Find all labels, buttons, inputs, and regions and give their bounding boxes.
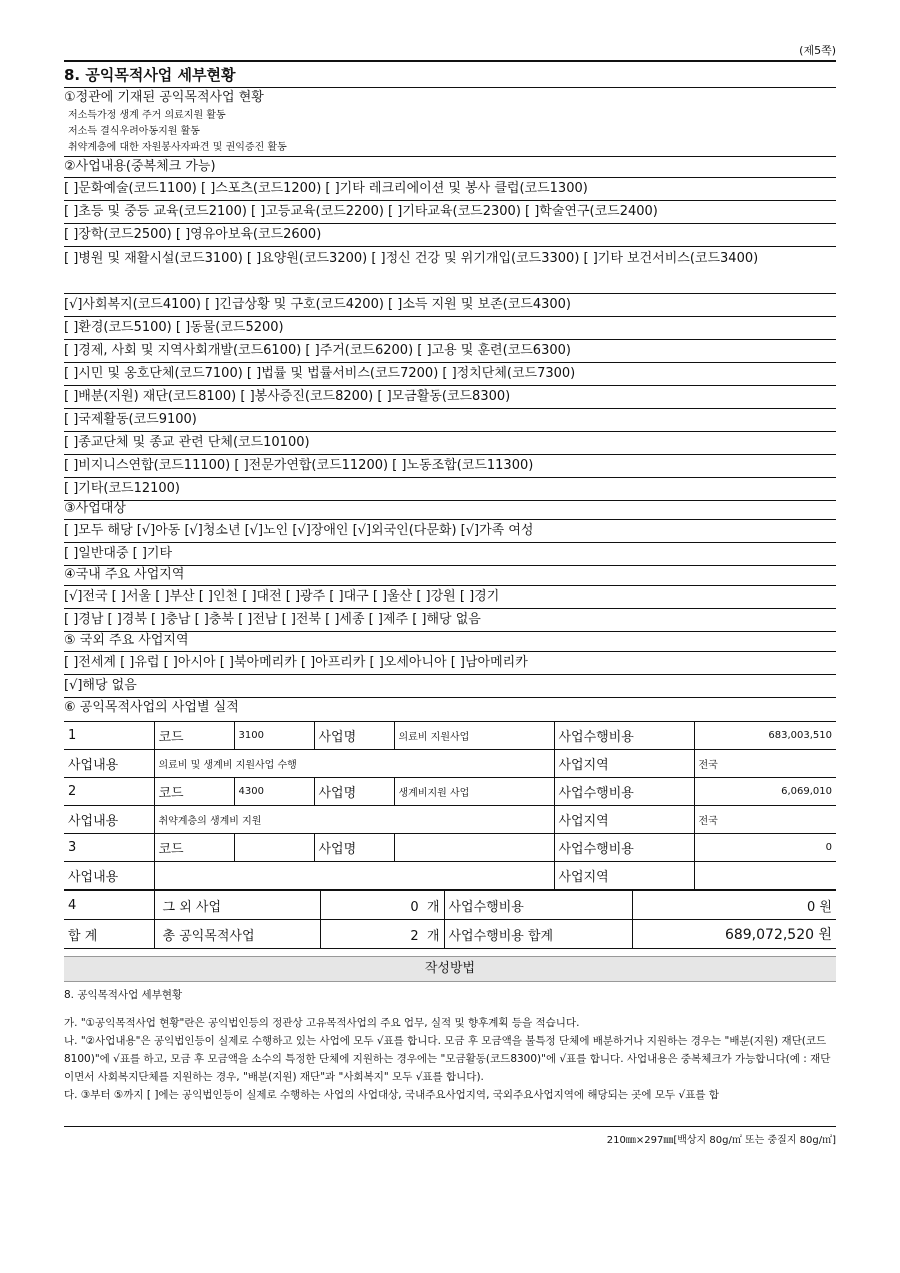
table-row [64, 806, 836, 834]
code-value: 3100 [234, 722, 314, 750]
business-line: [ ]종교단체 및 종교 관련 단체(코드10100) [64, 432, 836, 455]
business-line: [ ]국제활동(코드9100) [64, 409, 836, 432]
region-label: 사업지역 [554, 750, 694, 778]
row-number: 3 [64, 834, 154, 862]
cost-value: 6,069,010 [694, 778, 836, 806]
overseas-region-line: [ ]전세계 [ ]유럽 [ ]아시아 [ ]북아메리카 [ ]아프리카 [ ]오세아니아 [ ]남아메리카 [64, 652, 836, 675]
name-value: 생계비지원 사업 [394, 778, 554, 806]
region-label: 사업지역 [554, 806, 694, 834]
domestic-region-line: [√]전국 [ ]서울 [ ]부산 [ ]인천 [ ]대전 [ ]광주 [ ]대구 [ ]울산 [ ]강원 [ ]경기 [64, 586, 836, 609]
section-6 [64, 697, 836, 949]
row-number: 1 [64, 722, 154, 750]
target-line: [ ]모두 해당 [√]아동 [√]청소년 [√]노인 [√]장애인 [√]외국인(다문화) [√]가족 여성 [64, 520, 836, 543]
business-line: [ ]시민 및 옹호단체(코드7100) [ ]법률 및 법률서비스(코드7200) [ ]정치단체(코드7300) [64, 363, 836, 386]
cost-label: 사업수행비용 [554, 778, 694, 806]
section-title: 8. 공익목적사업 세부현황 [64, 60, 836, 88]
section-4 [64, 565, 836, 632]
cost-value: 683,003,510 [694, 722, 836, 750]
total-cost: 689,072,520 원 [632, 920, 836, 949]
table-row [64, 862, 836, 890]
cost-label: 사업수행비용 [554, 834, 694, 862]
purpose-item: 저소득 결식우려아동지원 활동 [68, 126, 200, 137]
other-count: 0 개 [320, 891, 444, 920]
cost-label: 사업수행비용 [444, 891, 632, 920]
business-line: [ ]환경(코드5100) [ ]동물(코드5200) [64, 317, 836, 340]
business-line: [ ]장학(코드2500) [ ]영유아보육(코드2600) [64, 224, 836, 247]
section-1 [64, 88, 836, 157]
content-label: 사업내용 [64, 750, 154, 778]
purpose-item: 저소득가정 생계 주거 의료지원 활동 [68, 110, 226, 121]
code-value [234, 834, 314, 862]
table-row [64, 750, 836, 778]
code-label: 코드 [154, 778, 234, 806]
name-label: 사업명 [314, 778, 394, 806]
other-business-row [64, 891, 836, 920]
content-value: 의료비 및 생계비 지원사업 수행 [154, 750, 554, 778]
region-value: 전국 [694, 806, 836, 834]
name-value: 의료비 지원사업 [394, 722, 554, 750]
region-label: 사업지역 [554, 862, 694, 890]
business-line: [√]사회복지(코드4100) [ ]긴급상황 및 구호(코드4200) [ ]소득 지원 및 보존(코드4300) [64, 294, 836, 317]
guide-paragraph: 나. "②사업내용"은 공익법인등이 실제로 수행하고 있는 사업에 모두 √표를 합니다. 모금 후 모금액을 불특정 단체에 배분하거나 지원하는 경우는 "배분(지원) 재단(코드8100)"에 √표를 하고, 모금 후 모금액을 소수의 특정한 단체에 지원하는 경우에는 "모금활동(코드8300)"에 √표를 합니다. 사업내용은 중복체크가 가능합니다(예 : 재단이면서 사회복지단체를 지원하는 경우, "배분(지원) 재단"과 "사회복지" 모두 √표를 합니다). [64, 1035, 831, 1083]
total-row [64, 920, 836, 949]
guide-paragraph: 다. ③부터 ⑤까지 [ ]에는 공익법인등이 실제로 수행하는 사업의 사업대상, 국내주요사업지역, 국외주요사업지역에 해당되는 곳에 모두 √표를 합 [64, 1089, 719, 1101]
purpose-item: 취약계층에 대한 자원봉사자파견 및 권익증진 활동 [64, 140, 836, 157]
code-value: 4300 [234, 778, 314, 806]
total-count: 2 개 [320, 920, 444, 949]
content-label: 사업내용 [64, 862, 154, 890]
target-line: [ ]일반대중 [ ]기타 [64, 543, 836, 566]
total-label: 합 계 [64, 920, 154, 949]
paper-spec-footer: 210㎜×297㎜[백상지 80g/㎡ 또는 중질지 80g/㎡] [64, 1126, 836, 1146]
name-value [394, 834, 554, 862]
business-line: [ ]병원 및 재활시설(코드3100) [ ]요양원(코드3200) [ ]정신 건강 및 위기개입(코드3300) [ ]기타 보건서비스(코드3400) [64, 247, 836, 294]
code-label: 코드 [154, 722, 234, 750]
table-row [64, 722, 836, 750]
section-2 [64, 157, 836, 501]
section-5 [64, 631, 836, 698]
business-line: [ ]경제, 사회 및 지역사회개발(코드6100) [ ]주거(코드6200) [ ]고용 및 훈련(코드6300) [64, 340, 836, 363]
content-label: 사업내용 [64, 806, 154, 834]
guide-notes [64, 986, 836, 1104]
business-line: [ ]문화예술(코드1100) [ ]스포츠(코드1200) [ ]기타 레크리에이션 및 봉사 클럽(코드1300) [64, 178, 836, 201]
table-row [64, 834, 836, 862]
section-2-header: ②사업내용(중복체크 가능) [64, 157, 836, 178]
other-label: 그 외 사업 [154, 891, 320, 920]
code-label: 코드 [154, 834, 234, 862]
overseas-region-line: [√]해당 없음 [64, 675, 836, 698]
name-label: 사업명 [314, 722, 394, 750]
total-business-label: 총 공익목적사업 [154, 920, 320, 949]
table-row [64, 778, 836, 806]
page-number: (제5쪽) [799, 44, 836, 57]
business-line: [ ]배분(지원) 재단(코드8100) [ ]봉사증진(코드8200) [ ]모금활동(코드8300) [64, 386, 836, 409]
other-cost: 0 원 [632, 891, 836, 920]
domestic-region-line: [ ]경남 [ ]경북 [ ]충남 [ ]충북 [ ]전남 [ ]전북 [ ]세종 [ ]제주 [ ]해당 없음 [64, 609, 836, 632]
section-3-header: ③사업대상 [64, 499, 836, 520]
business-line: [ ]초등 및 중등 교육(코드2100) [ ]고등교육(코드2200) [ ]기타교육(코드2300) [ ]학술연구(코드2400) [64, 201, 836, 224]
guide-paragraph: 가. "①공익목적사업 현황"란은 공익법인등의 정관상 고유목적사업의 주요 업무, 실적 및 향후계획 등을 적습니다. [64, 1017, 580, 1029]
region-value [694, 862, 836, 890]
section-5-header: ⑤ 국외 주요 사업지역 [64, 631, 836, 652]
content-value: 취약계층의 생계비 지원 [154, 806, 554, 834]
section-3 [64, 499, 836, 566]
business-line: [ ]기타(코드12100) [64, 478, 836, 501]
section-6-header: ⑥ 공익목적사업의 사업별 실적 [64, 700, 239, 715]
summary-table [64, 890, 836, 949]
region-value: 전국 [694, 750, 836, 778]
performance-table [64, 721, 836, 890]
total-cost-label: 사업수행비용 합계 [444, 920, 632, 949]
business-line: [ ]비지니스연합(코드11100) [ ]전문가연합(코드11200) [ ]노동조합(코드11300) [64, 455, 836, 478]
cost-label: 사업수행비용 [554, 722, 694, 750]
row-number: 4 [64, 891, 154, 920]
cost-value: 0 [694, 834, 836, 862]
name-label: 사업명 [314, 834, 394, 862]
section-4-header: ④국내 주요 사업지역 [64, 565, 836, 586]
section-1-header: ①정관에 기재된 공익목적사업 현황 [64, 90, 264, 105]
content-value [154, 862, 554, 890]
guide-subtitle: 8. 공익목적사업 세부현황 [64, 989, 183, 1001]
guide-header: 작성방법 [64, 956, 836, 982]
row-number: 2 [64, 778, 154, 806]
